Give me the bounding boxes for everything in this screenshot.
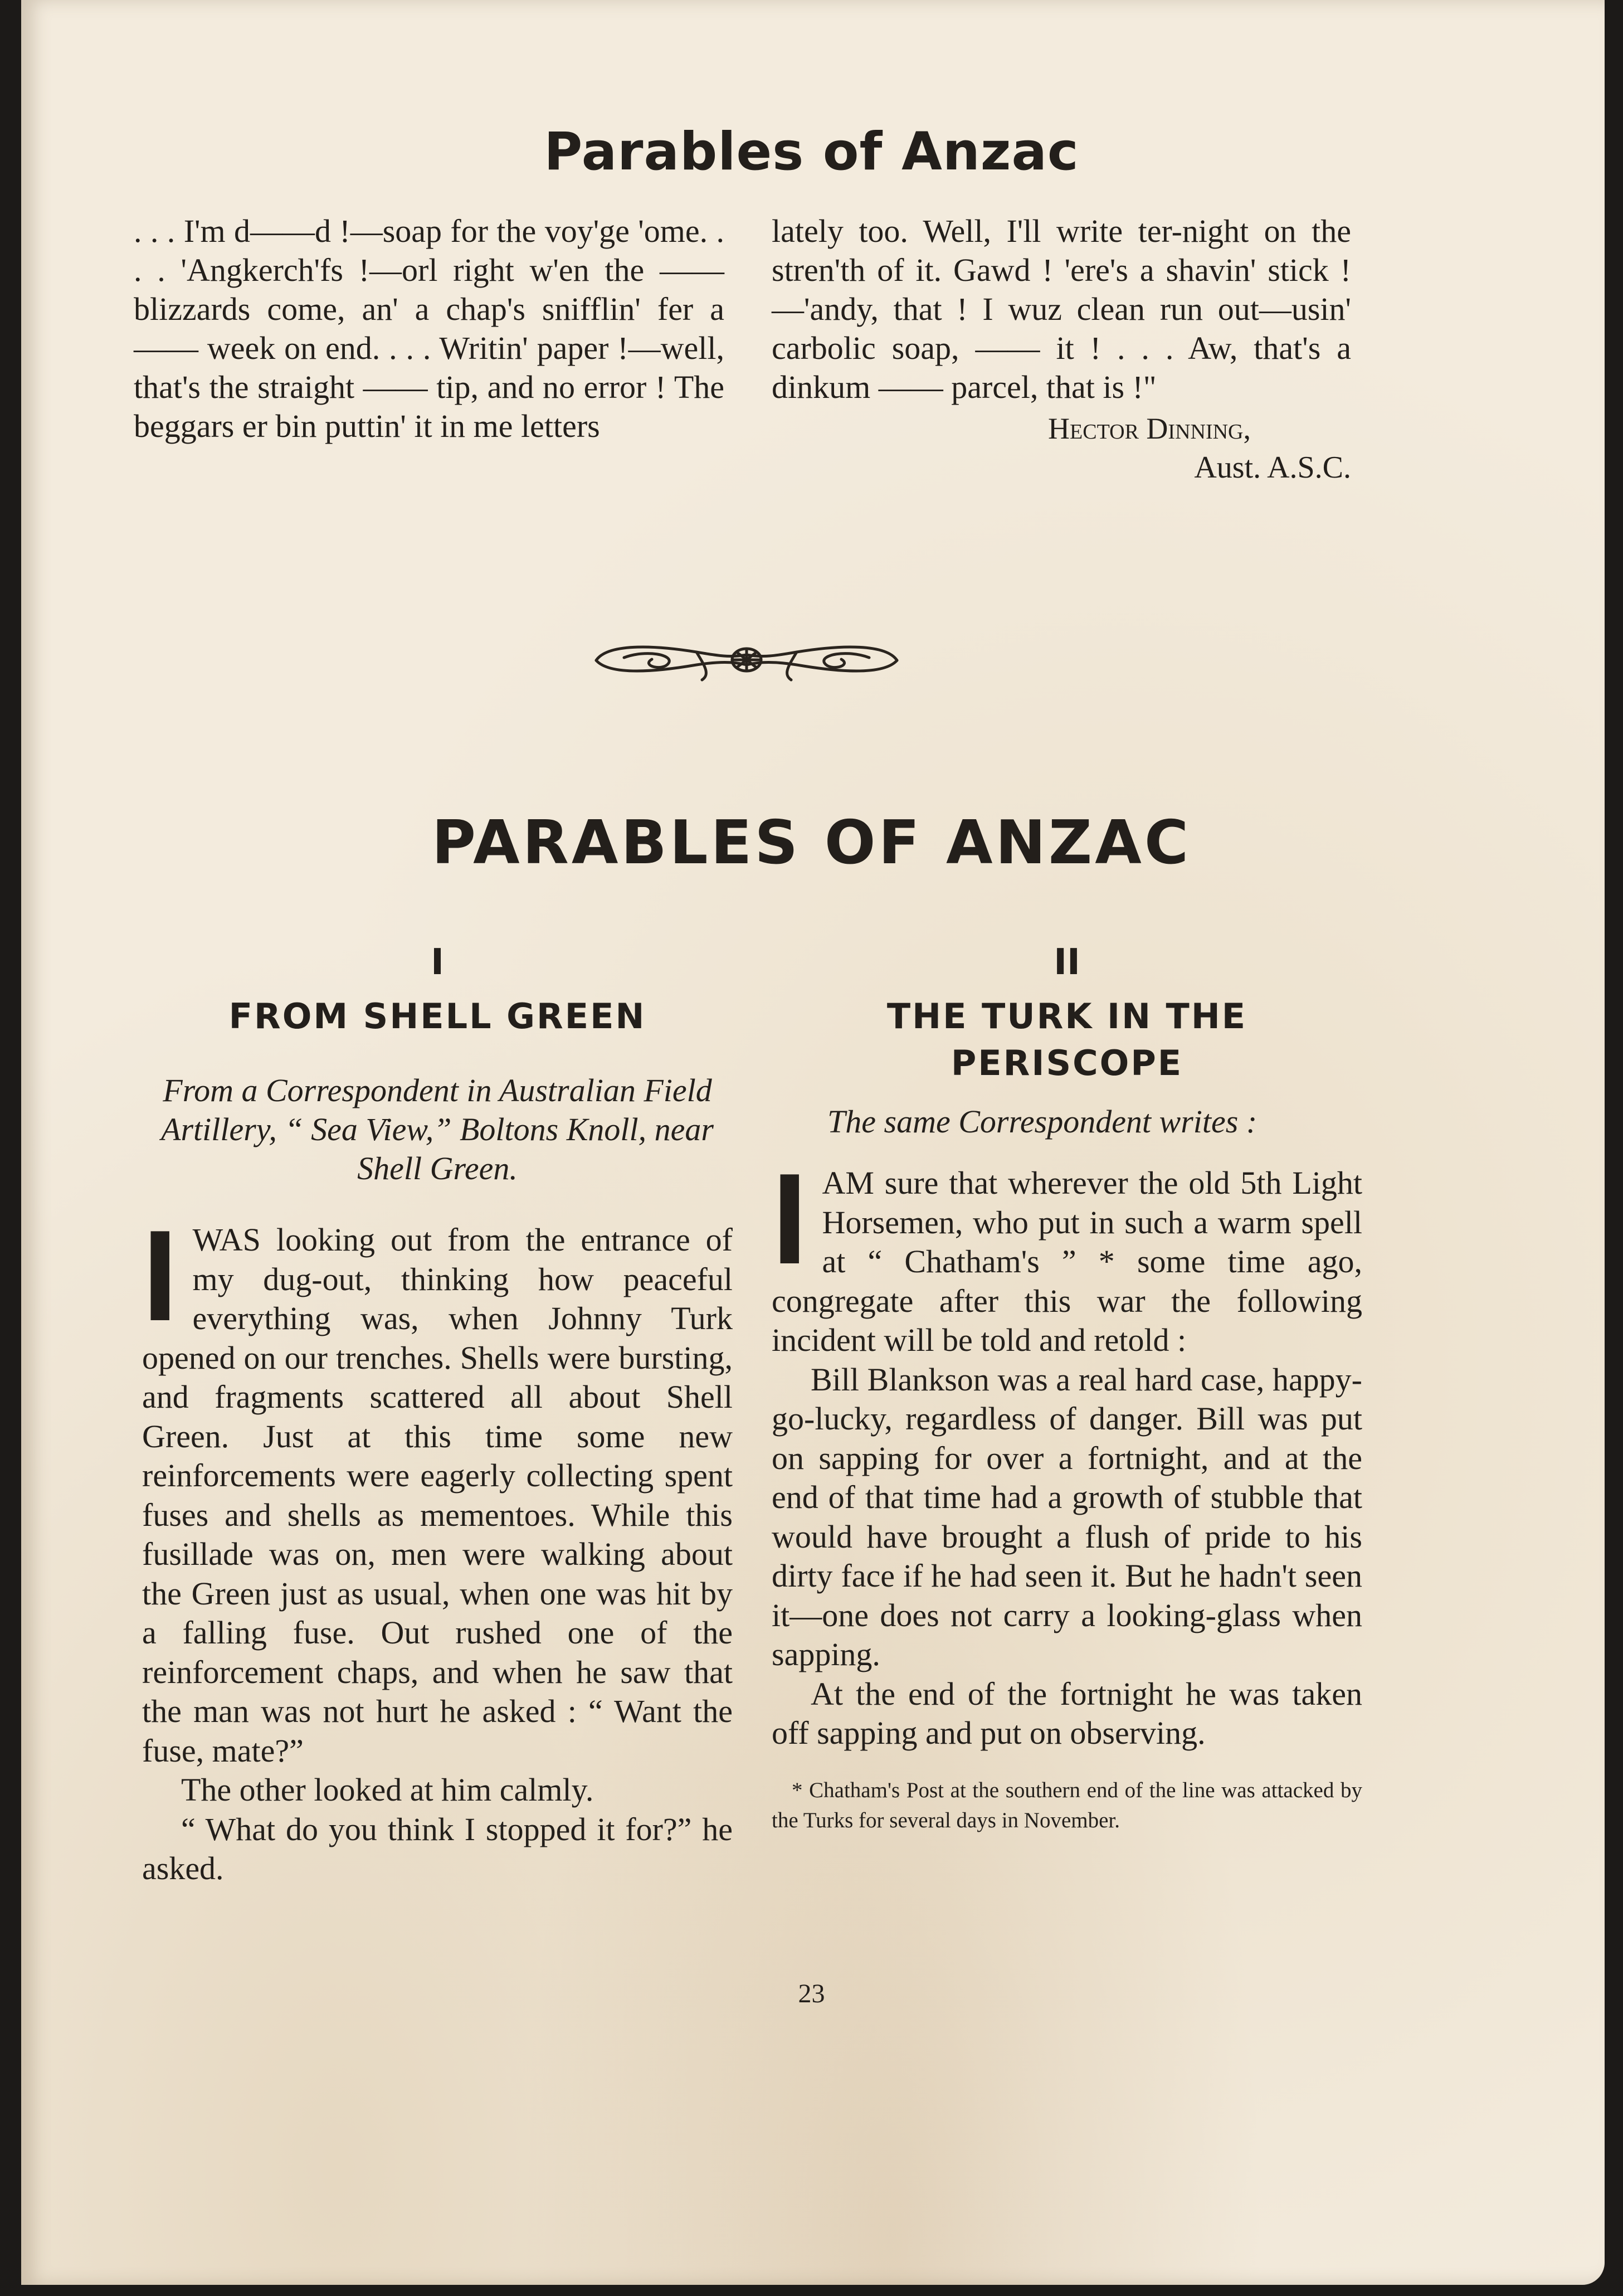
section-two-title: THE TURK IN THE PERISCOPE xyxy=(886,996,1247,1083)
section-two-paragraph-1: AM sure that wherever the old 5th Light Horsemen, who put in such a warm spell at “ Chatham's ” * some time ago, congregate after this war the following incident will be told and retold : xyxy=(772,1165,1362,1358)
section-one-numeral: I xyxy=(431,942,444,983)
section-one xyxy=(142,942,733,1889)
section-one-drop-cap: I xyxy=(142,1204,178,1348)
section-two-paragraph-2: Bill Blankson was a real hard case, happy-go-lucky, regardless of danger. Bill was put on sapping for over a fortnight, and at the end of that time had a growth of stubble that would have brought a flush of pride to his dirty face if he had seen it. But he hadn't seen it—one does not carry a looking-glass when sapping. xyxy=(772,1361,1362,1672)
section-two-paragraph-3: At the end of the fortnight he was taken off sapping and put on observing. xyxy=(772,1675,1362,1751)
top-left-column xyxy=(134,212,724,446)
top-right-text: lately too. Well, I'll write ter-night on the stren'th of it. Gawd ! 'ere's a shavin' stick !—'andy, that ! I wuz clean run out—usin' carbolic soap, —— it ! . . . Aw, that's a dinkum —— parcel, that is !" xyxy=(772,213,1351,405)
top-left-text: . . . I'm d——d !—soap for the voy'ge 'ome. . . . 'Angkerch'fs !—orl right w'en the —— blizzards come, an' a chap's snifflin' fer a —— week on end. . . . Writin' paper !—well, that's the straight —— tip, and no error ! The beggars er bin puttin' it in me letters xyxy=(134,213,724,444)
section-one-body xyxy=(142,1204,733,1889)
section-two-numeral: II xyxy=(1054,942,1080,983)
section-one-paragraph-2: The other looked at him calmly. xyxy=(181,1772,594,1808)
section-two-body xyxy=(772,1147,1362,1836)
section-two xyxy=(772,942,1362,1836)
top-right-column xyxy=(772,212,1351,487)
signature-unit: Aust. A.S.C. xyxy=(1194,450,1351,485)
page-header-title: Parables of Anzac xyxy=(544,121,1079,182)
decorative-scroll-ornament-icon xyxy=(585,633,908,688)
section-two-footnote: * Chatham's Post at the southern end of the line was attacked by the Turks for several days in November. xyxy=(772,1778,1362,1832)
main-title: PARABLES OF ANZAC xyxy=(431,808,1192,878)
page-number: 23 xyxy=(798,1979,825,2008)
section-one-title: FROM SHELL GREEN xyxy=(228,996,646,1037)
signature-name: Hector Dinning, xyxy=(1048,412,1251,445)
section-one-subtitle: From a Correspondent in Australian Field Artillery, “ Sea View,” Boltons Knoll, near Shell Green. xyxy=(161,1072,714,1186)
section-two-drop-cap: I xyxy=(772,1147,808,1291)
section-one-paragraph-1: WAS looking out from the entrance of my dug-out, thinking how peaceful everything was, when Johnny Turk opened on our trenches. Shells were bursting, and fragments scattered all about Shell Green. Just at this time some new reinforcements were eagerly collecting spent fuses and shells as mementoes. While this fusillade was on, men were walking about the Green just as usual, when one was hit by a falling fuse. Out rushed one of the reinforcement chaps, and when he saw that the man was not hurt he asked : “ Want the fuse, mate?” xyxy=(142,1222,733,1769)
section-one-paragraph-3: “ What do you think I stopped it for?” he asked. xyxy=(142,1811,733,1886)
section-two-subtitle: The same Correspondent writes : xyxy=(827,1103,1258,1140)
